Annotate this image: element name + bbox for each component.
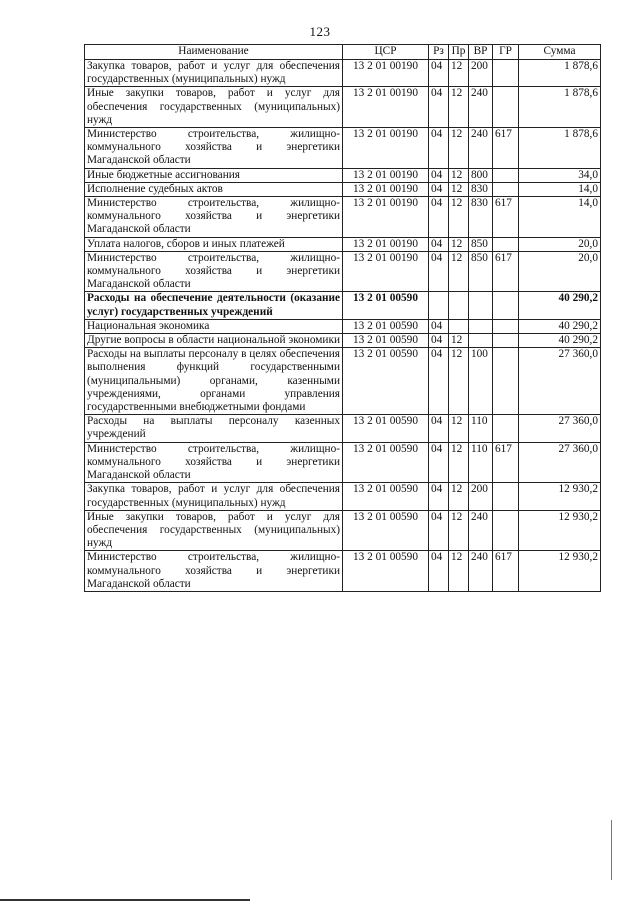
cell-rz	[429, 292, 449, 319]
cell-sum: 40 290,2	[519, 292, 601, 319]
cell-rz: 04	[429, 551, 449, 592]
cell-name: Министерство строительства, жилищно-коммунального хозяйства и энергетики Магаданской области	[85, 128, 343, 169]
cell-name: Исполнение судебных актов	[85, 182, 343, 196]
table-row	[85, 237, 601, 251]
cell-csr: 13 2 01 00590	[343, 442, 429, 483]
cell-vr: 100	[469, 348, 493, 415]
cell-name: Иные закупки товаров, работ и услуг для обеспечения государственных (муниципальных) нужд	[85, 510, 343, 551]
cell-rz: 04	[429, 182, 449, 196]
cell-name: Расходы на выплаты персоналу в целях обеспечения выполнения функций государственными (муниципальными) органами, казенными учреждениями, органами управления государственными внебюджетными фондами	[85, 348, 343, 415]
cell-gr	[493, 168, 519, 182]
cell-sum: 40 290,2	[519, 334, 601, 348]
table-row	[85, 551, 601, 592]
cell-name: Уплата налогов, сборов и иных платежей	[85, 237, 343, 251]
cell-pr	[449, 292, 469, 319]
cell-name: Закупка товаров, работ и услуг для обеспечения государственных (муниципальных) нужд	[85, 60, 343, 87]
cell-vr: 200	[469, 60, 493, 87]
table-row	[85, 348, 601, 415]
cell-pr: 12	[449, 251, 469, 292]
cell-sum: 1 878,6	[519, 87, 601, 128]
cell-name: Министерство строительства, жилищно-коммунального хозяйства и энергетики Магаданской области	[85, 551, 343, 592]
table-row	[85, 319, 601, 333]
cell-csr: 13 2 01 00590	[343, 292, 429, 319]
cell-sum: 34,0	[519, 168, 601, 182]
cell-pr: 12	[449, 128, 469, 169]
cell-pr	[449, 319, 469, 333]
cell-rz: 04	[429, 197, 449, 238]
cell-vr: 200	[469, 483, 493, 510]
cell-gr: 617	[493, 251, 519, 292]
cell-vr: 830	[469, 182, 493, 196]
cell-gr: 617	[493, 551, 519, 592]
cell-pr: 12	[449, 334, 469, 348]
table-row	[85, 87, 601, 128]
cell-name: Расходы на обеспечение деятельности (оказание услуг) государственных учреждений	[85, 292, 343, 319]
cell-sum: 14,0	[519, 197, 601, 238]
cell-csr: 13 2 01 00190	[343, 197, 429, 238]
table-row	[85, 292, 601, 319]
cell-vr	[469, 319, 493, 333]
cell-name: Министерство строительства, жилищно-коммунального хозяйства и энергетики Магаданской области	[85, 197, 343, 238]
header-csr: ЦСР	[343, 45, 429, 60]
cell-rz: 04	[429, 442, 449, 483]
table-row	[85, 510, 601, 551]
cell-sum: 27 360,0	[519, 415, 601, 442]
cell-gr: 617	[493, 442, 519, 483]
table-row	[85, 334, 601, 348]
cell-csr: 13 2 01 00590	[343, 551, 429, 592]
cell-sum: 12 930,2	[519, 551, 601, 592]
cell-sum: 1 878,6	[519, 60, 601, 87]
cell-gr	[493, 182, 519, 196]
cell-gr	[493, 292, 519, 319]
cell-gr	[493, 87, 519, 128]
cell-rz: 04	[429, 348, 449, 415]
cell-csr: 13 2 01 00190	[343, 237, 429, 251]
cell-sum: 14,0	[519, 182, 601, 196]
cell-rz: 04	[429, 319, 449, 333]
table-row	[85, 442, 601, 483]
cell-vr: 800	[469, 168, 493, 182]
cell-pr: 12	[449, 197, 469, 238]
cell-csr: 13 2 01 00590	[343, 348, 429, 415]
cell-csr: 13 2 01 00190	[343, 128, 429, 169]
cell-pr: 12	[449, 483, 469, 510]
cell-csr: 13 2 01 00190	[343, 182, 429, 196]
cell-gr	[493, 415, 519, 442]
cell-pr: 12	[449, 182, 469, 196]
cell-rz: 04	[429, 128, 449, 169]
cell-rz: 04	[429, 334, 449, 348]
cell-vr: 110	[469, 415, 493, 442]
cell-sum: 12 930,2	[519, 483, 601, 510]
cell-csr: 13 2 01 00590	[343, 483, 429, 510]
cell-vr: 830	[469, 197, 493, 238]
cell-name: Закупка товаров, работ и услуг для обеспечения государственных (муниципальных) нужд	[85, 483, 343, 510]
cell-sum: 27 360,0	[519, 348, 601, 415]
cell-pr: 12	[449, 415, 469, 442]
cell-pr: 12	[449, 510, 469, 551]
cell-csr: 13 2 01 00590	[343, 334, 429, 348]
cell-gr	[493, 334, 519, 348]
cell-gr	[493, 60, 519, 87]
table-row	[85, 483, 601, 510]
cell-sum: 12 930,2	[519, 510, 601, 551]
cell-gr	[493, 237, 519, 251]
table-body	[85, 60, 601, 592]
cell-pr: 12	[449, 237, 469, 251]
cell-rz: 04	[429, 60, 449, 87]
header-pr: Пр	[449, 45, 469, 60]
cell-csr: 13 2 01 00190	[343, 168, 429, 182]
cell-pr: 12	[449, 442, 469, 483]
cell-name: Национальная экономика	[85, 319, 343, 333]
cell-gr	[493, 348, 519, 415]
table-row	[85, 60, 601, 87]
header-name: Наименование	[85, 45, 343, 60]
cell-vr: 240	[469, 87, 493, 128]
cell-vr: 850	[469, 237, 493, 251]
cell-rz: 04	[429, 415, 449, 442]
cell-gr: 617	[493, 128, 519, 169]
cell-vr	[469, 334, 493, 348]
cell-vr: 110	[469, 442, 493, 483]
footer-rule	[0, 899, 250, 901]
cell-pr: 12	[449, 168, 469, 182]
cell-gr	[493, 483, 519, 510]
cell-gr	[493, 510, 519, 551]
table-row	[85, 197, 601, 238]
table-row	[85, 415, 601, 442]
cell-csr: 13 2 01 00190	[343, 60, 429, 87]
table-row	[85, 182, 601, 196]
cell-sum: 1 878,6	[519, 128, 601, 169]
cell-gr	[493, 319, 519, 333]
cell-sum: 27 360,0	[519, 442, 601, 483]
cell-rz: 04	[429, 483, 449, 510]
header-gr: ГР	[493, 45, 519, 60]
cell-csr: 13 2 01 00190	[343, 251, 429, 292]
cell-name: Иные бюджетные ассигнования	[85, 168, 343, 182]
cell-rz: 04	[429, 87, 449, 128]
cell-csr: 13 2 01 00590	[343, 319, 429, 333]
cell-csr: 13 2 01 00590	[343, 510, 429, 551]
cell-pr: 12	[449, 348, 469, 415]
cell-pr: 12	[449, 87, 469, 128]
margin-rule	[611, 820, 612, 880]
cell-rz: 04	[429, 168, 449, 182]
header-vr: ВР	[469, 45, 493, 60]
cell-vr: 240	[469, 551, 493, 592]
cell-csr: 13 2 01 00190	[343, 87, 429, 128]
cell-name: Другие вопросы в области национальной экономики	[85, 334, 343, 348]
cell-rz: 04	[429, 237, 449, 251]
table-row	[85, 168, 601, 182]
budget-table	[84, 44, 601, 592]
cell-vr	[469, 292, 493, 319]
cell-vr: 240	[469, 128, 493, 169]
cell-sum: 20,0	[519, 237, 601, 251]
cell-sum: 20,0	[519, 251, 601, 292]
cell-gr: 617	[493, 197, 519, 238]
table-row	[85, 128, 601, 169]
table-header-row	[85, 45, 601, 60]
cell-rz: 04	[429, 251, 449, 292]
cell-pr: 12	[449, 60, 469, 87]
cell-sum: 40 290,2	[519, 319, 601, 333]
cell-name: Иные закупки товаров, работ и услуг для обеспечения государственных (муниципальных) нужд	[85, 87, 343, 128]
cell-vr: 240	[469, 510, 493, 551]
cell-name: Министерство строительства, жилищно-коммунального хозяйства и энергетики Магаданской области	[85, 251, 343, 292]
cell-pr: 12	[449, 551, 469, 592]
cell-vr: 850	[469, 251, 493, 292]
cell-name: Министерство строительства, жилищно-коммунального хозяйства и энергетики Магаданской области	[85, 442, 343, 483]
table-row	[85, 251, 601, 292]
cell-rz: 04	[429, 510, 449, 551]
header-sum: Сумма	[519, 45, 601, 60]
page-number: 123	[309, 24, 331, 39]
header-rz: Рз	[429, 45, 449, 60]
cell-name: Расходы на выплаты персоналу казенных учреждений	[85, 415, 343, 442]
cell-csr: 13 2 01 00590	[343, 415, 429, 442]
